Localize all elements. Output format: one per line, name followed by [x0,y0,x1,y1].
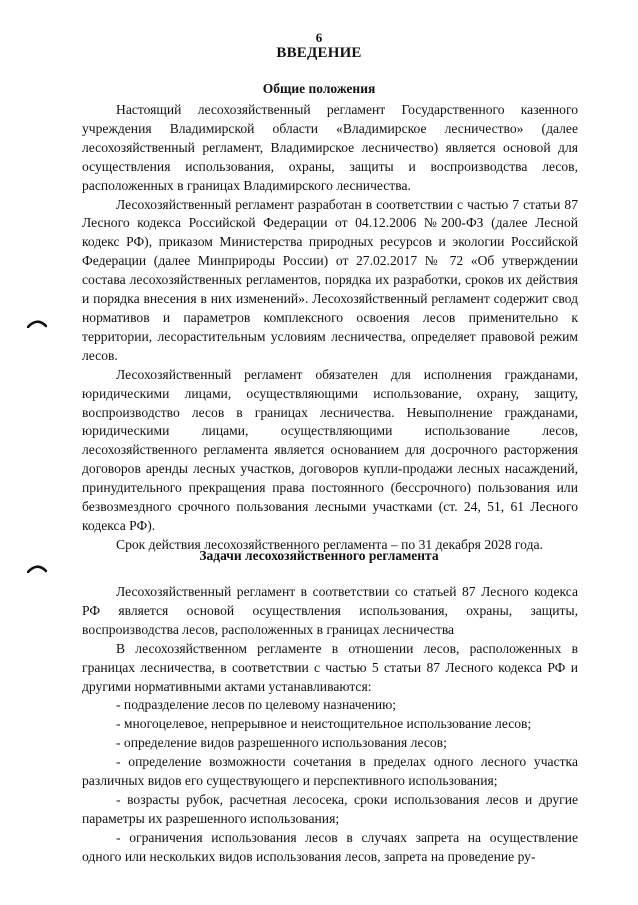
paragraph: В лесохозяйственном регламенте в отношении лесов, расположенных в границах лесничества, в соответствии с частью 5 статьи 87 Лесного кодекса РФ и другими нормативными актами устанавливаются: [82,640,578,694]
binder-hole-mark-icon [27,563,47,573]
list-item: - многоцелевое, непрерывное и неистощительное использование лесов; [116,716,532,732]
binder-hole-mark-icon [27,318,47,328]
paragraph: Настоящий лесохозяйственный регламент Государственного казенного учреждения Владимирской области «Владимирское лесничество» (далее лесохозяйственный регламент, Владимирское лесничество) является основой для осуществления использования, охраны, защиты и воспроизводства лесов, расположенных в границах Владимирского лесничества. [82,102,578,193]
page-number: 6 [315,30,323,45]
section-heading-general: Общие положения [262,81,376,96]
paragraph: Лесохозяйственный регламент разработан в соответствии с частью 7 статьи 87 Лесного кодекса Российской Федерации от 04.12.2006 №200-ФЗ (далее Лесной кодекс РФ), приказом Министерства природных ресурсов и экологии Российской Федерации (далее Минприроды России) от 27.02.2017 № 72 «Об утверждении состава лесохозяйственных регламентов, порядка их разработки, сроков их действия и порядка внесения в них изменений». Лесохозяйственный регламент содержит свод нормативов и параметров комплексного освоения лесов применительно к территории, лесорастительным условиям лесничества, определяет правовой режим лесов. [82,196,578,363]
section-tasks-body [82,583,578,867]
list-item: - возрасты рубок, расчетная лесосека, сроки использования лесов и другие параметры их разрешенного использования; [82,791,578,826]
list-item: - ограничения использования лесов в случаях запрета на осуществление одного или нескольких видов использования лесов, запрета на проведение ру- [82,829,578,864]
paragraph: Срок действия лесохозяйственного регламента – по 31 декабря 2028 года. [116,536,543,552]
paragraph: Лесохозяйственный регламент обязателен для исполнения гражданами, юридическими лицами, осуществляющими использование, охрану, защиту, воспроизводство лесов в границах лесничества. Невыполнение гражданами, юридическими лицами, осуществляющими использование лесов, лесохозяйственного регламента является основанием для досрочного расторжения договоров аренды лесных участков, договоров купли-продажи лесных насаждений, принудительного прекращения права постоянного (бессрочного) пользования или безвозмездного срочного пользования лесными участками (ст. 24, 51, 61 Лесного кодекса РФ). [82,366,578,533]
paragraph: Лесохозяйственный регламент в соответствии со статьей 87 Лесного кодекса РФ является основой осуществления использования, охраны, защиты, воспроизводства лесов, расположенных в границах лесничества [82,584,578,637]
list-item: - подразделение лесов по целевому назначению; [116,697,397,713]
document-title: ВВЕДЕНИЕ [276,45,362,61]
list-item: - определение видов разрешенного использования лесов; [116,735,447,751]
section-general-body [82,101,578,555]
list-item: - определение возможности сочетания в пределах одного лесного участка различных видов его существующего и перспективного использования; [82,754,578,789]
section-heading-tasks: Задачи лесохозяйственного регламента [199,548,439,563]
